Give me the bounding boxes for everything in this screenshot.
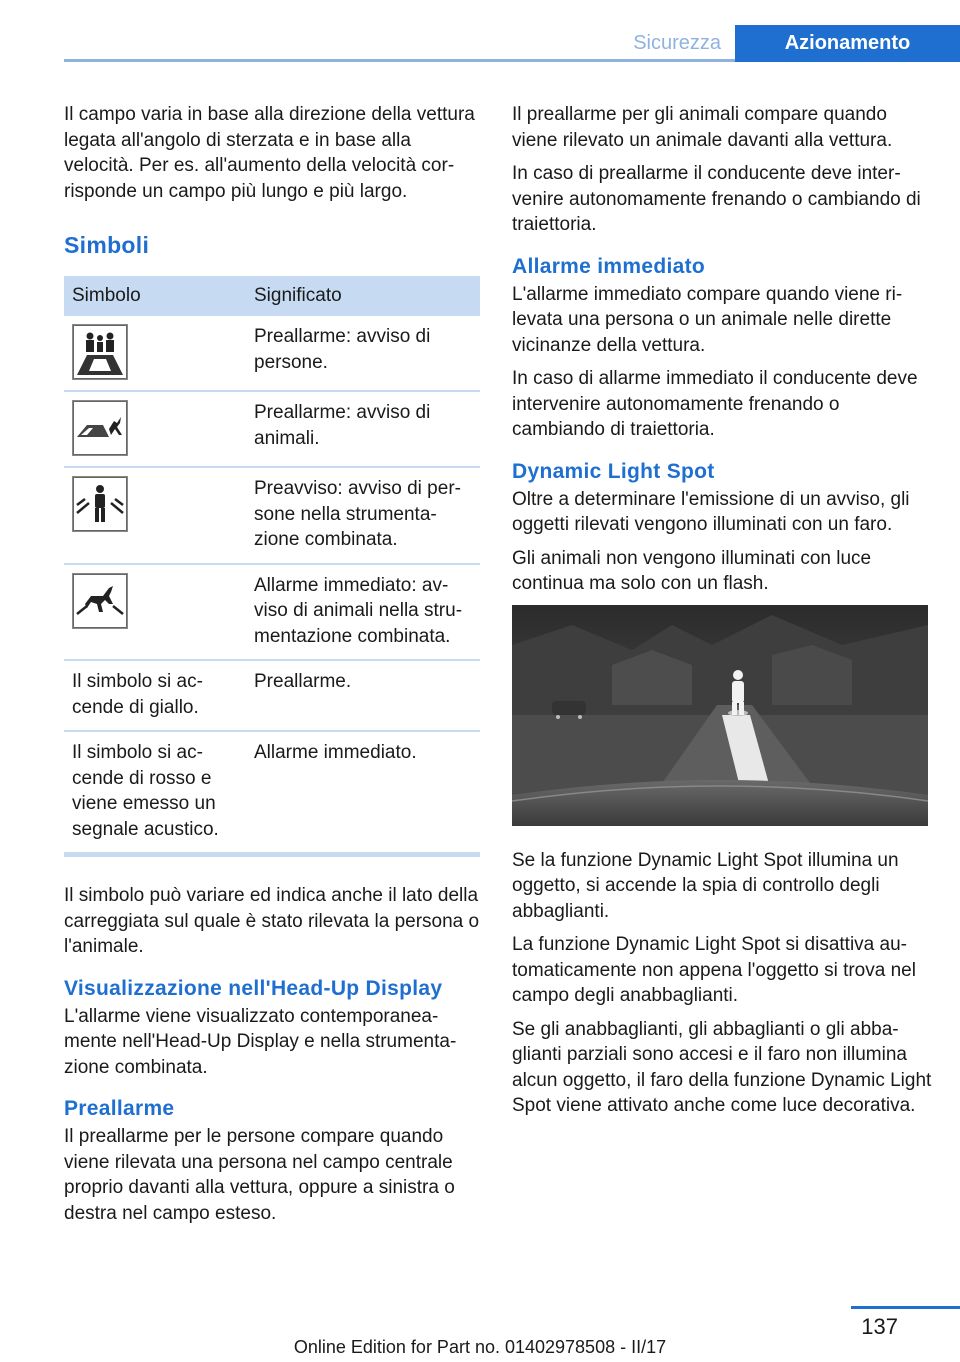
symbols-table — [64, 276, 480, 857]
symbol-text-cell: Il simbolo si accende di giallo. — [64, 660, 246, 731]
meaning-cell: Allarme immediato: avviso di animali nella strumentazione combinata. — [246, 564, 480, 661]
tab-azionamento[interactable]: Azionamento — [735, 25, 960, 62]
hud-heading: Visualizzazione nell'Head-Up Display — [64, 976, 443, 1000]
dls-paragraph-2: Gli animali non vengono illuminati con luce continua ma solo con un flash. — [512, 547, 872, 594]
tab-sicurezza[interactable]: Sicurezza — [633, 32, 721, 54]
immediate-action-paragraph: In caso di allarme immediato il conducente deve intervenire autonomamente frenando o cambiando di traiettoria. — [512, 368, 918, 440]
meaning-cell: Preallarme. — [246, 660, 480, 731]
intro-paragraph: Il campo varia in base alla direzione della vettura legata all'angolo di sterzata e in base alla velocità. Per es. all'aumento della velocità corrisponde un campo più lungo e più largo. — [64, 104, 475, 202]
dls-paragraph-1: Oltre a determinare l'emissione di un avviso, gli oggetti rilevati vengono illuminati con un faro. — [512, 488, 910, 535]
dls-paragraph-4: La funzione Dynamic Light Spot si disattiva automaticamente non appena l'oggetto si trova nel campo degli anabbaglianti. — [512, 934, 916, 1006]
col-header-meaning: Significato — [246, 276, 480, 316]
deer-warning-icon — [72, 573, 128, 629]
symbol-text-cell: Il simbolo si accende di rosso e viene emesso un segnale acustico. — [64, 731, 246, 855]
meaning-cell: Preallarme: avviso di animali. — [246, 391, 480, 467]
night-road-illustration — [512, 605, 928, 826]
preallarme-heading: Preallarme — [64, 1097, 175, 1120]
immediate-warning-heading: Allarme immediato — [512, 254, 705, 278]
immediate-warning-paragraph: L'allarme immediato compare quando viene rilevata una persona o un animale nelle dirette vicinanze della vettura. — [512, 283, 903, 356]
dls-paragraph-3: Se la funzione Dynamic Light Spot illumina un oggetto, si accende la spia di controllo degli abbaglianti. — [512, 849, 899, 922]
page-number: 137 — [861, 1314, 898, 1339]
animal-road-warning-icon — [72, 400, 128, 456]
col-header-symbol: Simbolo — [64, 276, 246, 316]
preallarme-paragraph: Il preallarme per le persone compare quando viene rilevata una persona nel campo centrale proprio davanti alla vettura, oppure a sinistra o destra nel campo esteso. — [64, 1126, 455, 1224]
meaning-cell: Preavviso: avviso di persone nella strumentazione combinata. — [246, 467, 480, 564]
person-warning-icon — [72, 476, 128, 532]
meaning-cell: Allarme immediato. — [246, 731, 480, 855]
hud-paragraph: L'allarme viene visualizzato contemporaneamente nell'Head-Up Display e nella strumentazione combinata. — [64, 1005, 457, 1078]
symbols-heading: Simboli — [64, 232, 150, 258]
after-table-paragraph: Il simbolo può variare ed indica anche il lato della carreggiata sul quale è stato rilevata la persona o l'animale. — [64, 885, 480, 957]
table-row — [64, 316, 480, 391]
table-row — [64, 564, 480, 661]
footer-edition: Online Edition for Part no. 01402978508 - II/17 — [293, 1337, 667, 1357]
right-column — [512, 102, 932, 1127]
pedestrians-warning-icon — [72, 324, 128, 380]
animal-prewarning-paragraph: Il preallarme per gli animali compare quando viene rilevato un animale davanti alla vettura. — [512, 104, 893, 151]
table-row — [64, 391, 480, 467]
table-row — [64, 731, 480, 855]
table-row — [64, 467, 480, 564]
dls-paragraph-5: Se gli anabbaglianti, gli abbaglianti o gli abbaglianti parziali sono accesi e il faro non illumina alcun oggetto, il faro della funzione Dynamic Light Spot viene attivato anche come luce decorativa. — [512, 1018, 932, 1116]
left-column — [64, 102, 482, 1234]
prewarning-action-paragraph: In caso di preallarme il conducente deve intervenire autonomamente frenando o cambiando di traiettoria. — [512, 163, 921, 235]
page-number-rule — [851, 1306, 960, 1309]
table-row — [64, 660, 480, 731]
meaning-cell: Preallarme: avviso di persone. — [246, 316, 480, 391]
dynamic-light-spot-heading: Dynamic Light Spot — [512, 459, 715, 483]
